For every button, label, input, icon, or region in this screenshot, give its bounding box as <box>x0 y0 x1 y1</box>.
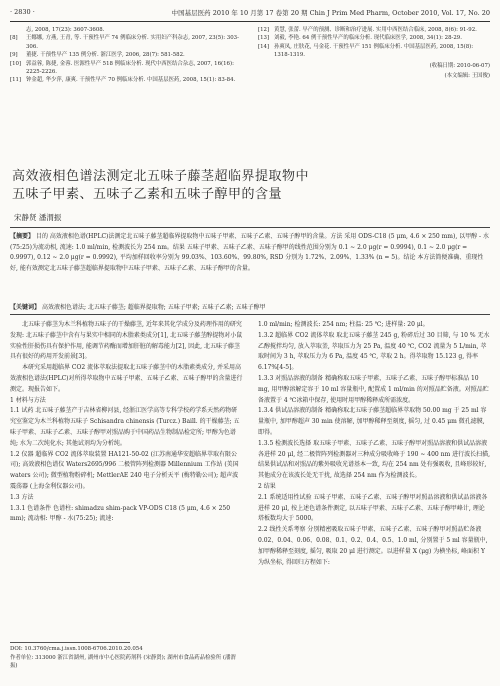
reference-number: [13] <box>258 35 270 42</box>
section-paragraph: 1.2 仪器 超临界 CO2 流体萃取装置 HA121-50-02 (江苏南通华安超临界萃取有限公司); 高效液相色谱仪 Waters2695/996 二极管阵列检测器 Millennium 工作站 (美国 waters 公司); 微型植物粉碎机; MettlerAE 240 电子分析天平 (梅特勒公司); 超声波震荡器 (上海金利仪器公司)。 <box>10 450 239 490</box>
section-paragraph: 1.3 方法 <box>10 493 34 501</box>
footnote <box>10 645 243 671</box>
section-paragraph: 1.3.5 检测波长选择 取五味子甲素、五味子乙素、五味子醇甲对照品溶液和供试品溶液各进样 20 μl, 经二极管阵列检测器对三种成分吸收峰于 190 ~ 400 nm 进行波长扫描, 结果供试品和对照品的紫外吸收光谱基本一致, 均在 254 nm 处有强吸收, 且峰形较好, 其他成分在该波长处无干扰, 故选择 254 nm 作为检测波长。 <box>258 439 491 480</box>
reference-item <box>10 34 246 51</box>
reference-text: 黄慧, 张蕾. 早产的预测、诊断和治疗进展. 实用中西医结合临床, 2008, 8(6): 91-92. <box>274 27 477 33</box>
abstract-bottom-rule <box>10 314 490 315</box>
journal-citation: 中国基层医药 2010 年 10 月第 17 卷第 20 期 Chin J Prim Med Pharm, October 2010, Vol. 17, No. 20 <box>171 9 490 17</box>
reference-number: [10] <box>10 60 22 67</box>
reference-number: [8] <box>10 35 18 42</box>
section-paragraph: 1.1 试药 北五味子藤茎产于吉林省柳河县, 经浙江医学高等专科学校药学系天然药物研究室鉴定为木兰科植物五味子 Schisandra chinensis (Turcz.) Baill. 的干燥藤茎; 五味子甲素、五味子乙素、五味子醇甲对照品购于中国药品生物制品检定所; 甲醇为色谱纯; 水为二次纯化水; 其他试剂均为分析纯。 <box>10 407 240 447</box>
section-paragraph: 1.3.4 供试品溶液的制备 精确称取北五味子藤茎超临界萃取物 50.00 mg 于 25 ml 容量瓶中, 加甲醇超声 30 min 使溶解, 加甲醇稀释至刻度, 摇匀, 过 0.45 μm 微孔滤膜, 即得。 <box>258 407 487 436</box>
page-number: · 2830 · <box>10 8 35 16</box>
body-paragraph: 北五味子藤茎为木兰科植物五味子的干燥藤茎, 近年来其化学成分及药理作用的研究发现: 北五味子藤茎中含有与果实中相同的木脂素类成分[1], 北五味子藤茎醇提物对小鼠实验性肝损伤具有保护作用, 能调节药酶而增加肝脏的解毒能力[2], 因此, 北五味子藤茎具有很好的药用开发前景[3]。 <box>10 321 243 361</box>
section-paragraph: 1.0 ml/min; 检测波长: 254 nm; 柱温: 25 ℃; 进样量: 20 μl。 <box>258 321 429 328</box>
header-rule <box>10 21 490 22</box>
reference-text: 志, 2008, 17(23): 3607-3608. <box>26 27 105 33</box>
reference-item <box>10 51 246 59</box>
reference-text: 孙爽凤, 庄肤花, 马金花. 干预性早产 151 例临床分析. 中国基层医药, 2008, 15(8): 1318-1319. <box>274 43 474 59</box>
received-date: (收稿日期: 2010-06-07) <box>429 62 490 69</box>
reference-text: 王娜娜, 方燕, 王青, 等. 干预性早产 74 例临床分析. 实用妇产科杂志, 2007, 23(5): 303-306. <box>26 35 239 50</box>
title-line-1: 高效液相色谱法测定北五味子藤茎超临界提取物中 <box>12 169 310 184</box>
section-paragraph: 1 材料与方法 <box>10 396 46 404</box>
reference-number: [12] <box>258 27 270 33</box>
footnote-line: DOI: 10.3760/cma.j.issn.1008-6706.2010.20.054 <box>10 646 143 652</box>
body-paragraph: 本研究采用超临界 CO2 流体萃取法提取北五味子藤茎中的木脂素类成分, 并采用高效液相色谱法(HPLC)对所得萃取物中五味子甲素、五味子乙素、五味子醇甲的含量进行测定。现报告如下。 <box>10 364 243 393</box>
reference-text: 董捷. 干预性早产 135 例分析. 浙江医学, 2006, 28(7): 581-582. <box>26 52 185 59</box>
reference-item <box>258 34 490 42</box>
reference-text: 郭益蓉, 陈捷, 金蓉. 医源性早产 518 例临床分析. 现代中西医结合杂志, 2007, 16(16): 2225-2226. <box>26 60 234 76</box>
reference-text: 刘毅, 李艳. 64 例干预性早产的临床分析. 现代临床医学, 2008, 34(1): 28-29. <box>274 35 462 42</box>
reference-item <box>10 26 246 34</box>
reference-number: [11] <box>10 77 22 84</box>
abstract-label: 【摘要】 <box>10 233 35 240</box>
reference-number: [9] <box>10 52 18 59</box>
reference-item <box>258 43 490 60</box>
title-line-2: 五味子甲素、五味子乙素和五味子醇甲的含量 <box>12 187 283 202</box>
section-paragraph: 1.3.2 超临界 CO2 流体萃取 取北五味子藤茎 245 g, 粉碎后过 30 目筛, 与 10 % 无水乙醇搅拌均匀, 放入萃取釜, 萃取压力为 25 Pa, 温度 40 ℃, CO2 流量为 5 L/min, 萃取时间为 3 h, 萃取压力为 6 Pa, 温度 45 ℃, 萃取 2 h。得萃取物 15.123 g, 得率 6.17%[4-5]。 <box>258 331 490 372</box>
section-paragraph: 2 结果 <box>258 482 276 490</box>
reference-number <box>10 26 26 34</box>
reference-item <box>258 26 490 34</box>
section-paragraph: 1.3.3 对照品溶液的制备 精确称取五味子甲素、五味子乙素、五味子醇甲标准品 10 mg, 用甲醇溶解定容于 10 ml 容量瓶中, 配置成 1 ml/min 的对照品贮备液。对照品贮备液置于 4 ℃冰箱中保存, 使用时用甲醇稀释成所需浓度。 <box>258 374 489 404</box>
body-column-left <box>10 320 243 525</box>
reference-number: [14] <box>258 43 270 50</box>
footnote-rule <box>10 642 130 643</box>
authors: 宋静贤 潘渭振 <box>14 213 62 222</box>
abstract-text: 目的 高效液相色谱(HPLC)法测定北五味子藤茎超临界提取物中五味子甲素、五味子乙素、五味子醇甲的含量。方法 采用 ODS-C18 (5 μm, 4.6 × 250 mm), 以甲醇 - 水(75:25)为流动相, 流速: 1.0 ml/min, 检测波长为 254 nm。结果 五味子甲素、五味子乙素、五味子醇甲的线性范围分别为 0.1 ~ 2.0 μg(r = 0.9994), 0.1 ~ 2.0 μg(r = 0.9997), 0.12 ~ 2.0 μg(r = 0.9992), 平均加样回收率分别为 99.03%、103.60%、99.80%, RSD 分别为 1.72%、2.09%、1.33% (n = 5)。结论 本方法简便准确、重现性好, 能有效测定北五味子藤茎超临界提取物中五味子甲素、五味子乙素、五味子醇甲的含量。 <box>10 233 489 272</box>
keywords-text: 高效液相色谱法; 北五味子藤茎; 超临界提取物; 五味子甲素; 五味子乙素; 五味子醇甲 <box>41 304 266 311</box>
section-paragraph: 2.1 系统适用性试验 五味子甲素、五味子乙素、五味子醇甲对照品溶液和供试品溶液各进样 20 μl, 按上述色谱条件测定, 以五味子甲素、五味子乙素、五味子醇甲峰计, 理论塔板数均大于 5000。 <box>258 493 488 523</box>
abstract <box>10 232 490 274</box>
footnote-line: 作者单位: 313000 浙江省湖州, 湖州市中心医院药剂科 (宋静贤); 湖州市食品药品检验所 (潘渭振) <box>10 654 236 670</box>
abstract-top-rule <box>10 227 490 228</box>
editor-note: (本文编辑: 王国俊) <box>444 73 490 80</box>
reference-text: 钟金超, 华少萍, 康爽. 干预性早产 70 例临床分析. 中国基层医药, 2008, 15(1): 83-84. <box>26 77 236 84</box>
keywords-label: 【关键词】 <box>10 304 41 311</box>
keywords <box>10 303 490 312</box>
body-column-right <box>258 320 490 568</box>
article-title <box>12 168 492 204</box>
references-right <box>258 26 490 80</box>
reference-item <box>10 76 246 84</box>
section-paragraph: 1.3.1 色谱条件 色谱柱: shimadzu shim-pack VP-ODS C18 (5 μm, 4.6 × 250 mm); 流动相: 甲醇 - 水(75:25); 流速: <box>10 504 231 523</box>
section-paragraph: 2.2 线性关系考察 分别精密吸取五味子甲素、五味子乙素、五味子醇甲对照品贮备液 0.02、0.04、0.06、0.08、0.1、0.2、0.4、0.5、1.0 ml, 分别置于 5 ml 容量瓶中, 加甲醇稀释至刻度, 摇匀, 吸取 20 μl 进行测定。以进样量 X (μg) 为横坐标, 峰面积 Y 为纵坐标, 得回归方程如下: <box>258 526 488 566</box>
reference-item <box>10 60 246 77</box>
running-header <box>10 8 490 20</box>
references-left <box>10 26 246 85</box>
